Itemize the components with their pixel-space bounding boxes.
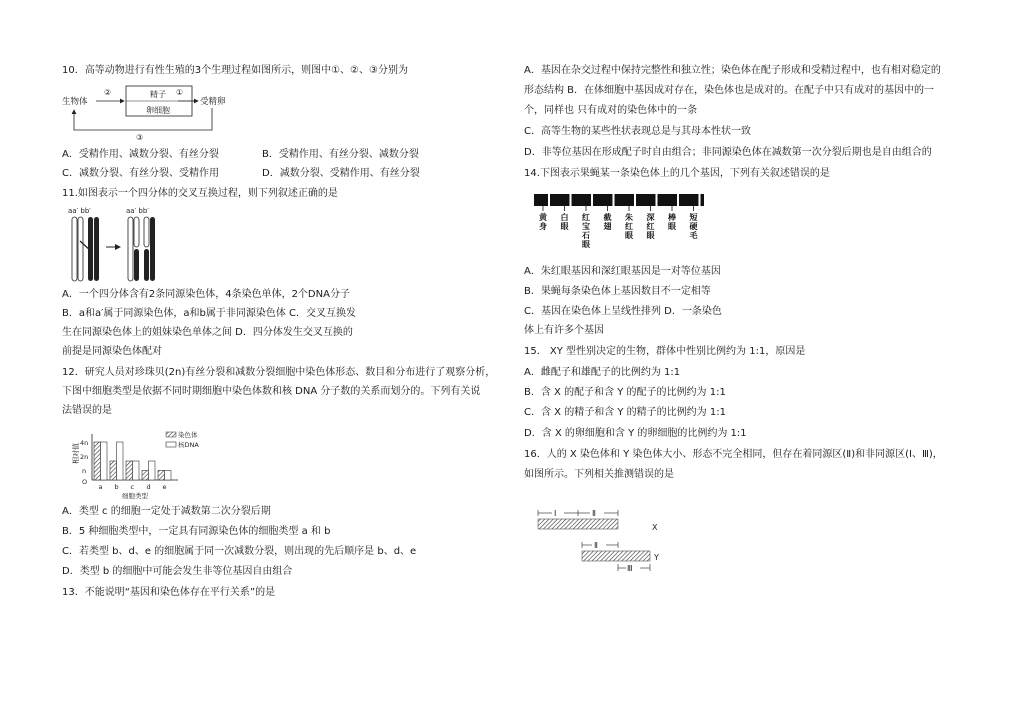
- q12-bar-e-chromosome: [158, 471, 165, 481]
- q13-option-a-line3: 个，同样也 只有成对的染色体中的一条: [524, 105, 698, 116]
- q14-stem: 14.下图表示果蝇某一条染色体上的几个基因，下列有关叙述错误的是: [524, 168, 830, 179]
- q14-gene-separator: [677, 194, 679, 206]
- q13-option-c: C．高等生物的某些性状表现总是与其母本性状一致: [524, 126, 751, 137]
- q10-mark3: ③: [136, 133, 144, 142]
- q10-stem: 10．高等动物进行有性生殖的3个生理过程如图所示，则图中①、②、③分别为: [62, 65, 408, 76]
- q10-option-a: A．受精作用、减数分裂、有丝分裂: [62, 149, 219, 160]
- q16-region-iii: Ⅲ: [627, 564, 633, 573]
- q14-gene-label: 红宝石眼: [582, 213, 590, 249]
- q15-option-d: D．含 X 的卵细胞和含 Y 的卵细胞的比例约为 1:1: [524, 428, 747, 439]
- q16-y-label: Y: [654, 553, 659, 562]
- q12-xtick-e: e: [162, 483, 167, 491]
- q16-xy-diagram: [534, 504, 674, 580]
- q12-ytick-2n: 2n: [80, 453, 89, 461]
- q11-label-before: aa′ bb′: [68, 207, 91, 215]
- q14-gene-map: [530, 190, 720, 252]
- q15-stem: 15． XY 型性别决定的生物，群体中性别比例约为 1:1，原因是: [524, 346, 806, 357]
- q10-option-d: D．减数分裂、受精作用、有丝分裂: [262, 168, 420, 179]
- q13-option-d: D．非等位基因在形成配子时自由组合；非同源染色体在减数第一次分裂后期也是自由组合的: [524, 147, 932, 158]
- q11-stem: 11.如图表示一个四分体的交叉互换过程，则下列叙述正确的是: [62, 188, 338, 199]
- q14-gene-label: 朱红眼: [625, 213, 633, 240]
- q12-legend-swatch-chromosome: [166, 432, 176, 437]
- q12-legend-chromosome: 染色体: [178, 431, 198, 439]
- q14-gene-separator: [613, 194, 615, 206]
- q12-bar-b-chromosome: [110, 461, 117, 480]
- q10-zygote-label: 受精卵: [200, 97, 226, 107]
- q14-gene-separator: [699, 194, 701, 206]
- q15-option-b: B．含 X 的配子和含 Y 的配子的比例约为 1:1: [524, 387, 726, 398]
- q16-region-ii-x: Ⅱ: [592, 509, 596, 518]
- q12-x-axis-label: 细胞类型: [122, 492, 148, 500]
- q14-gene-label: 棒眼: [668, 213, 676, 231]
- q10-option-c: C．减数分裂、有丝分裂、受精作用: [62, 168, 219, 179]
- q14-gene-separator: [570, 194, 572, 206]
- q15-option-c: C．含 X 的精子和含 Y 的精子的比例约为 1:1: [524, 407, 726, 418]
- q11-chromosome-pair-before: [72, 217, 99, 281]
- q10-organism-label: 生物体: [62, 97, 88, 107]
- q12-xtick-c: c: [130, 483, 135, 491]
- q13-stem: 13．不能说明“基因和染色体存在平行关系”的是: [62, 587, 276, 598]
- q11-chromosome-pair-after: [128, 217, 155, 281]
- q13-option-a-line2: 形态结构 B．在体细胞中基因成对存在，染色体也是成对的。在配子中只有成对的基因中的一: [524, 85, 935, 96]
- q12-x-ticks: [99, 483, 167, 491]
- q16-region-ii-y: Ⅱ: [594, 541, 598, 550]
- q12-bar-chart: [66, 428, 226, 502]
- q14-option-c-cont: 体上有许多个基因: [524, 325, 604, 336]
- q12-ytick-n: n: [82, 467, 87, 475]
- q12-xtick-b: b: [114, 483, 119, 491]
- q10-mark2: ②: [104, 88, 112, 97]
- q12-bar-d-dna: [149, 461, 156, 480]
- q11-line3: 生在同源染色体上的姐妹染色单体之间 D．四分体发生交叉互换的: [62, 327, 353, 338]
- q14-option-c: C．基因在染色体上呈线性排列 D．一条染色: [524, 306, 722, 317]
- q12-ytick-4n: 4n: [80, 439, 89, 447]
- q11-label-after: aa′ bb′: [126, 207, 149, 215]
- q11-tetrad-diagram: [66, 205, 176, 285]
- q14-gene-separator: [634, 194, 636, 206]
- q10-mark1: ①: [176, 88, 184, 97]
- q10-option-b: B．受精作用、有丝分裂、减数分裂: [262, 149, 419, 160]
- q12-option-a: A．类型 c 的细胞一定处于减数第二次分裂后期: [62, 506, 271, 517]
- q10-egg-label: 卵细胞: [146, 106, 170, 115]
- q12-y-axis-label: 相对值: [72, 443, 80, 464]
- q12-bar-c-dna: [133, 461, 140, 480]
- q12-xtick-a: a: [98, 483, 103, 491]
- q11-line2: B．a和a′属于同源染色体，a和b属于非同源染色体 C．交叉互换发: [62, 308, 357, 319]
- q11-line1: A．一个四分体含有2条同源染色体，4条染色单体，2个DNA分子: [62, 289, 350, 300]
- q12-option-b: B．5 种细胞类型中，一定具有同源染色体的细胞类型 a 和 b: [62, 526, 331, 537]
- q12-line2: 下图中细胞类型是依据不同时期细胞中染色体数和核 DNA 分子数的关系而划分的。下列有关说: [62, 386, 481, 397]
- q14-gene-label: 截翅: [603, 213, 612, 231]
- q14-gene-label: 短硬毛: [689, 213, 698, 240]
- q12-legend-swatch-dna: [166, 442, 176, 447]
- q12-line3: 法错误的是: [62, 405, 112, 416]
- q12-legend-dna: 核DNA: [178, 441, 199, 449]
- q16-region-i: Ⅰ: [554, 509, 557, 518]
- q12-option-c: C．若类型 b、d、e 的细胞属于同一次减数分裂，则出现的先后顺序是 b、d、e: [62, 546, 417, 557]
- q10-sperm-label: 精子: [150, 90, 166, 99]
- q16-x-label: X: [652, 523, 658, 532]
- q16-line2: 如图所示。下列相关推测错误的是: [524, 469, 674, 480]
- q16-x-chromosome: [538, 519, 618, 529]
- q11-line4: 前提是同源染色体配对: [62, 346, 162, 357]
- q12-bar-a-chromosome: [94, 442, 101, 480]
- q12-option-d: D．类型 b 的细胞中可能会发生非等位基因自由组合: [62, 566, 293, 577]
- q12-ytick-origin: O: [82, 478, 88, 486]
- q13-option-a-line1: A．基因在杂交过程中保持完整性和独立性；染色体在配子形成和受精过程中，也有相对稳定的: [524, 65, 941, 76]
- q14-gene-label: 深红眼: [646, 213, 655, 240]
- q14-gene-label: 黄身: [539, 213, 547, 231]
- q14-gene-separator: [548, 194, 550, 206]
- q12-bar-a-dna: [101, 442, 108, 480]
- q12-bar-d-chromosome: [142, 471, 149, 481]
- q15-option-a: A．雌配子和雄配子的比例约为 1:1: [524, 367, 681, 378]
- q12-xtick-d: d: [146, 483, 151, 491]
- q14-gene-label: 白眼: [560, 213, 569, 231]
- q12-bar-c-chromosome: [126, 461, 133, 480]
- q16-line1: 16．人的 X 染色体和 Y 染色体大小、形态不完全相同，但存在着同源区(Ⅱ)和非同源区(Ⅰ、Ⅲ)，: [524, 449, 943, 460]
- q16-y-chromosome: [582, 551, 650, 561]
- q10-diagram: [60, 80, 230, 146]
- q12-bar-b-dna: [117, 442, 124, 480]
- q14-option-a: A．朱红眼基因和深红眼基因是一对等位基因: [524, 266, 721, 277]
- q12-line1: 12．研究人员对珍珠贝(2n)有丝分裂和减数分裂细胞中染色体形态、数目和分布进行了观察分析，: [62, 367, 496, 378]
- q14-gene-separator: [656, 194, 658, 206]
- q14-option-b: B．果蝇每条染色体上基因数目不一定相等: [524, 286, 711, 297]
- q14-gene-separator: [591, 194, 593, 206]
- q12-bar-e-dna: [165, 471, 172, 481]
- q12-bars: [94, 442, 171, 480]
